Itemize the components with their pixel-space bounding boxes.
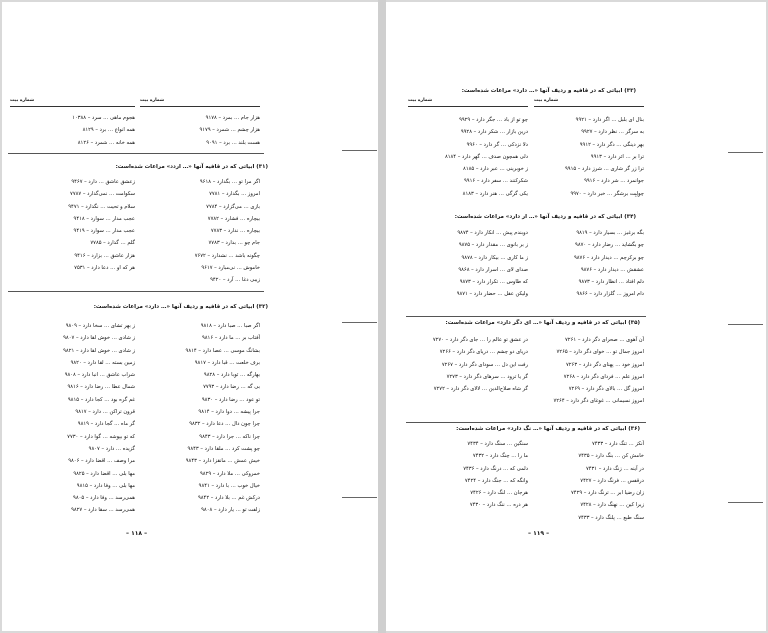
verse-index-entry: آفتاب بر … ما دارد – ۹۸۱۶ [201,335,260,342]
verse-index-entry: ترا زر گر شاری … شرز دارد – ۹۹۱۵ [565,166,644,173]
header-label-left: شماره بیت [10,98,35,103]
verse-index-entry: چو پشت کرد … ملقا دارد – ۹۸۴۳ [187,445,260,452]
verse-index-entry: هزار چشم … شمرد – ۹۱۷۹ [199,127,260,134]
section-title: (۳۴) ابیاتی که در قافیه و ردیف آنها «… ار دارد» مراعات شده‌است: [454,214,636,220]
verse-index-entry: اگر مرا تو … بگدارد – ۹۶۱۸ [199,179,260,185]
verse-index-entry: چگونه باشد … نشدارد – ۷۶۷۲ [194,252,260,259]
verse-index-entry: خیش عمش … مانقزا دارد – ۹۸۴۳ [185,458,260,465]
section-right-column [140,320,260,517]
section-right-column [534,334,644,408]
verse-index-entry: ز بهر تشای … سخا دارد – ۹۸۰۹ [65,323,135,329]
verse-index-entry: رفت این دل … سودای دگر دارد – ۷۲۶۷ [441,361,528,368]
verse-index-entry: چولِبِت برشگر … خبر دارد – ۹۹۷۰ [570,190,644,197]
verse-index-entry: همه خانه … شمرد – ۸۱۲۶ [77,139,135,146]
verse-index-entry: هر ذره … ننگ دارد – ۷۴۳۰ [469,502,528,509]
verse-index-entry: امروز گل … بالای دگر دارد – ۷۲۶۹ [568,386,644,393]
verse-index-entry: امروز علم … فردای دگر دارد – ۷۲۶۸ [563,373,644,380]
verse-index-entry: شکرکنند … سفر دارد – ۹۹۱۶ [464,178,528,185]
margin-mark [728,324,763,325]
verse-index-entry: عشقش … دیدار دارد – ۹۸۷۶ [580,266,644,273]
verse-index-entry: دلی همچون صدف … گهر دارد – ۸۱۸۴ [444,153,528,160]
verse-index-entry: ترا بر … اثر دارد – ۹۹۱۳ [590,153,644,160]
header-label-right: شماره بیت [140,98,165,103]
verse-index-entry: همی‌رسد … وفا دارد – ۹۸۰۵ [73,495,135,502]
verse-index-entry: هر که او … دعا دارد – ۷۵۳۱ [74,265,135,272]
verse-index-entry: عجب مدار … سوارد – ۹۴۱۸ [73,215,135,222]
verse-index-entry: زان رضیا ابر … ترنگ دارد – ۷۴۲۹ [571,490,644,497]
verse-index-entry: سکوامت … نمی‌گذارد – ۷۷۸۷ [70,191,135,198]
section-left-column [408,227,528,301]
verse-index-entry: شمال عطا … رضا دارد – ۹۸۱۶ [67,384,135,391]
verse-index-entry: بگه برغیز … بسیار دارد – ۹۸۱۹ [576,230,644,236]
verse-index-entry: درکش غم … بلا دارد – ۹۸۴۲ [197,495,260,502]
verse-index-entry: بهر دینگی … دگر دارد – ۹۹۱۲ [579,141,644,148]
verse-index-entry: هجوم ماهی … سرد – ۱۰۳۸۸ [72,115,135,121]
verse-index-entry: سلام و تحیت … نگذارد – ۹۴۷۱ [68,203,135,210]
verse-index-entry: بیچاره … فشارد – ۷۷۸۲ [207,215,260,222]
section-right-column [534,227,644,301]
verse-index-entry: آنکز … تنگ دارد – ۷۴۳۳ [591,441,644,447]
verse-index-entry: زمین بسته … لقا دارد – ۹۸۲۰ [70,359,135,366]
verse-index-entry: زیبی دغا … آرد – ۹۴۲۰ [210,277,260,284]
verse-index-entry: زیرا کین … نهنگ دارد – ۷۴۲۸ [580,502,644,509]
section-title: (۳۲) ابیاتی که در قافیه و ردیف آنها «… دارد» مراعات شده‌است: [93,304,268,310]
top-block-right-column [140,112,260,149]
verse-index-entry: اگر صبا … صبا دارد – ۹۸۱۸ [200,323,260,329]
verse-index-entry: هست بلند … برد – ۹۰۹۱ [206,139,260,146]
verse-index-entry: قرون تراکن … دارد – ۹۸۱۷ [75,409,135,416]
verse-index-entry: جام چو … بدارد – ۷۷۸۳ [208,240,260,247]
verse-index-entry: گر یا ترود … سرهای دگر دارد – ۷۲۷۳ [446,373,528,380]
section-right-column [534,114,644,200]
verse-index-entry: ما را … چنگ دارد – ۷۴۳۲ [472,453,528,460]
header-rule [140,106,260,107]
section-right-column [534,438,644,524]
verse-index-entry: ولیکن عقل … حضار دارد – ۹۸۷۱ [456,291,528,298]
verse-index-entry: تو عود … رضا دارد – ۹۸۳۰ [201,396,260,403]
right-page [386,2,766,631]
verse-index-entry: سنگین … سنگ دارد – ۷۴۳۴ [467,441,528,447]
verse-index-entry: زلفت تو … یار دارد – ۹۸۰۸ [201,507,260,514]
header-rule [10,106,135,107]
section-left-column [10,320,135,517]
left-page [2,2,378,631]
verse-index-entry: امروز … بگدارد – ۷۷۸۱ [209,191,260,198]
verse-index-entry: چرا چون دال … دعا دارد – ۹۸۳۲ [189,421,260,428]
verse-index-entry: ز شادی … خوش لقا دارد – ۹۸۰۷ [63,335,135,342]
margin-mark [342,497,377,498]
verse-index-entry: صدای لای … اسرار دارد – ۹۸۶۸ [458,266,528,273]
header-rule [534,106,644,107]
verse-index-entry: گلم … گذارد – ۷۷۸۵ [90,240,135,247]
section-left-column [408,114,528,200]
verse-index-entry: امروز خود … پهنای دگر دارد – ۷۲۶۳ [565,361,644,368]
header-label-right: شماره بیت [534,98,559,103]
verse-index-entry: خاموش … نی‌مبارد – ۹۶۱۷ [201,265,260,272]
section-right-column [140,176,260,287]
verse-index-entry: خامش کن … بنگ دارد – ۷۴۳۵ [578,453,644,460]
verse-index-entry: امروز نسیمانی … غوغای دگر دارد – ۷۲۶۴ [553,398,644,405]
verse-index-entry: ز ما کاری … بیکار دارد – ۹۸۷۸ [461,254,528,261]
verse-index-entry: گر شاه صلاح‌الدین … لالای دگر دارد – ۷۲۷۲ [433,386,528,393]
verse-index-entry: خیال خوب … با دارد – ۹۸۴۱ [198,482,260,489]
verse-index-entry: در عشق تو عالم را … جای دگر دارد – ۷۲۷۰ [432,337,528,343]
verse-index-entry: سنگ طبع … پلنگ دارد – ۷۴۳۳ [578,514,644,521]
page-number: – ۱۱۸ – [126,530,148,537]
verse-index-entry: دلا نزدکی … گر دارد – ۹۹۶۰ [466,141,528,148]
verse-index-entry: ز شادی … خوش لقا دارد – ۹۸۲۱ [63,347,135,354]
verse-index-entry: بی گه … رضا دارد – ۷۷۹۳ [203,384,260,391]
verse-index-entry: بشانگ موسی … عصا دارد – ۹۸۱۴ [185,347,260,354]
header-label-left: شماره بیت [408,98,433,103]
header-rule [408,106,528,107]
verse-index-entry: زعشق عاشق … دارد – ۹۴۶۷ [71,179,135,185]
verse-index-entry: مرا وصف … اقضا دارد – ۹۸۰۶ [68,458,135,465]
verse-index-entry: عجب مدار … سوارد – ۹۴۱۹ [73,228,135,235]
verse-index-entry: دوبندم پیش … انکار دارد – ۹۸۷۴ [457,230,528,236]
section-title: (۳۶) ابیاتی که در قافیه و ردیف آنها «… نگ دارد» مراعات شده‌است: [456,426,640,432]
verse-index-entry: هزار عاشق … بزارد – ۹۴۱۶ [74,252,135,259]
verse-index-entry: بنال ای بلبل … اگر دارد – ۹۹۲۱ [575,117,644,123]
verse-index-entry: هزار جام … بمرد – ۹۱۷۸ [205,115,260,121]
section-separator [8,153,264,154]
margin-mark [342,322,377,323]
verse-index-entry: درقفس … فرنگ دارد – ۷۴۲۷ [580,477,644,484]
verse-index-entry: چو برکرچم … دیدار دارد – ۹۸۷۶ [573,254,644,261]
verse-index-entry: بهارگه … ثوبا دارد – ۹۸۲۸ [203,372,260,379]
page-number: – ۱۱۹ – [528,530,550,537]
verse-index-entry: بیچاره … ندارد – ۷۷۸۳ [210,228,260,235]
section-separator [8,291,264,292]
verse-index-entry: درین بازار … شکر دارد – ۹۹۲۸ [460,129,528,136]
section-title: (۳۵) ابیاتی که در قافیه و ردیف آنها «… ای دگر دارد» مراعات شده‌است: [445,320,640,326]
verse-index-entry: گزیده … دارد – ۹۸۰۷ [88,445,135,452]
verse-index-entry: هرجان … لنگ دارد – ۷۴۲۶ [470,490,528,497]
verse-index-entry: غم گره بود … کجا دارد – ۹۸۱۵ [67,396,135,403]
section-left-column [408,438,528,512]
top-block-left-column [10,112,135,149]
verse-index-entry: یکی گرگی … هنر دارد – ۸۱۸۳ [462,190,528,197]
section-left-column [10,176,135,274]
margin-mark [728,152,763,153]
verse-index-entry: مها بلی … اقضا دارد – ۹۸۲۵ [73,470,135,477]
verse-index-entry: همی‌رسد … سقا دارد – ۹۸۲۷ [71,507,135,514]
verse-index-entry: دلم افتاد … انظار دارد – ۹۸۷۳ [578,279,644,286]
margin-mark [728,502,763,503]
verse-index-entry: چو تو از باد … جگر دارد – ۹۹۲۹ [459,117,528,123]
section-title: (۳۱) ابیاتی که در قافیه آنها «… اردد» مراعات شده‌است: [115,164,268,170]
verse-index-entry: چو بگشاید … رضار دارد – ۹۸۷۰ [575,242,644,249]
verse-index-entry: خمروکی … ملا دارد – ۹۸۲۹ [200,470,260,477]
verse-index-entry: دام امروز … گلزار دارد – ۹۸۶۶ [576,291,644,298]
verse-index-entry: گر ماه … گجا دارد – ۹۸۱۹ [77,421,135,428]
verse-index-entry: دریای دو چشم … دریای دگر دارد – ۷۲۶۶ [439,349,528,356]
verse-index-entry: ز بر بانوی … مقدار دارد – ۹۸۷۵ [458,242,528,249]
section-left-column [408,334,528,395]
book-gutter [378,0,386,633]
verse-index-entry: برف خلعت … قبا دارد – ۹۸۱۷ [194,359,260,366]
section-separator [406,422,646,423]
verse-index-entry: امروز جمال تو … خوای دگر دارد – ۷۲۶۵ [556,349,644,356]
verse-index-entry: آن آهوی … صحرای دگر دارد – ۷۲۶۱ [565,337,644,343]
verse-index-entry: دلمی که … درنگ دارد – ۷۴۳۶ [463,465,528,472]
verse-index-entry: به سرگر … نظر دارد – ۹۹۲۷ [581,129,644,136]
margin-mark [342,150,377,151]
verse-index-entry: که تو بپوشه … گوا دارد – ۷۷۳۰ [67,433,135,440]
verse-index-entry: چرا ناکه … جرا دارد – ۹۸۴۳ [199,433,260,440]
verse-index-entry: بازی … می‌گزارد – ۷۷۸۴ [206,203,260,210]
verse-index-entry: که طاوس … تکرار دارد – ۹۸۷۳ [459,279,528,286]
verse-index-entry: وانگه که … جنگ دارد – ۷۴۲۴ [464,477,528,484]
verse-index-entry: جرا پیشه … دوا دارد – ۹۸۱۴ [198,409,260,416]
section-title: (۳۳) ابیاتی که در قافیه و ردیف آنها «… دارد» مراعات شده‌است: [461,88,636,94]
verse-index-entry: در آینه … زنگ دارد – ۷۴۳۱ [585,465,644,472]
section-separator [406,316,646,317]
verse-index-entry: ز خوبرینی … عبر دارد – ۸۱۸۵ [463,166,528,173]
verse-index-entry: همه انواع … برد – ۸۱۲۹ [82,127,135,134]
verse-index-entry: جوانمرد … شر دارد – ۹۹۱۶ [584,178,644,185]
verse-index-entry: مها بلی … وفا دارد – ۹۸۱۵ [76,482,135,489]
verse-index-entry: شراب عاشق … انبا دارد – ۹۸۰۸ [64,372,135,379]
